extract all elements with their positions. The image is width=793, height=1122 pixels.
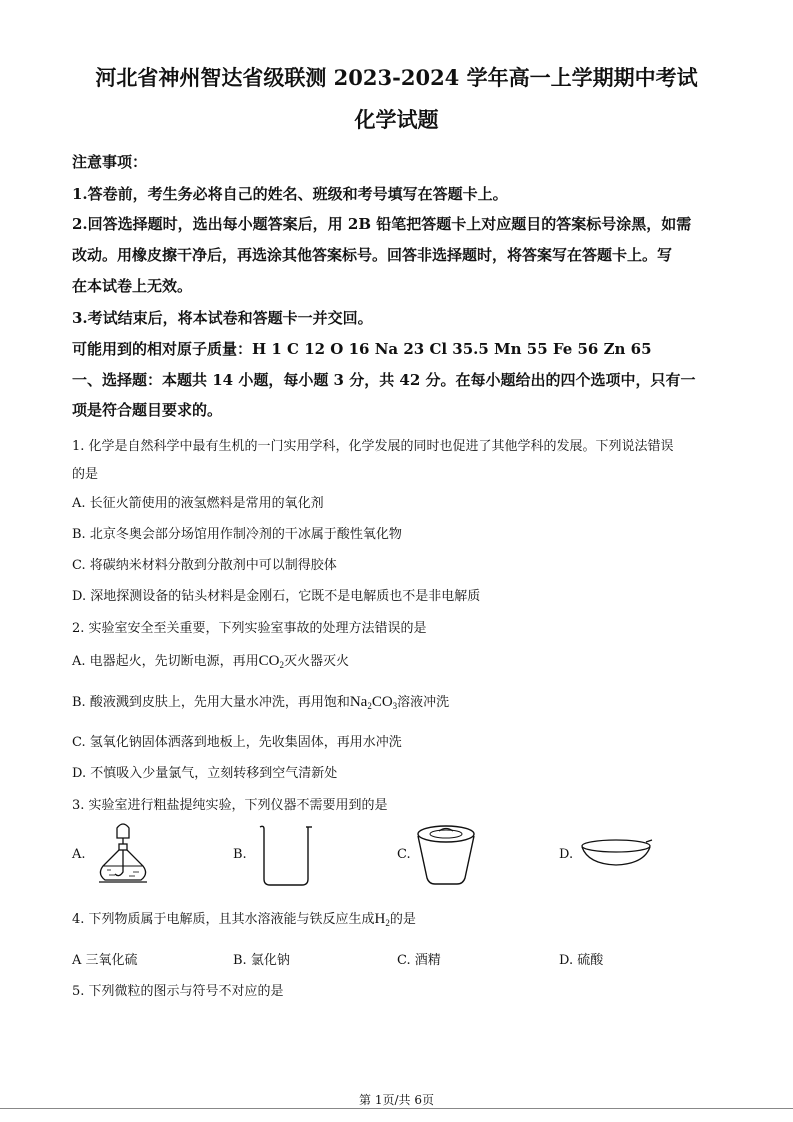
q4-option-d: D. 硫酸 bbox=[559, 953, 604, 968]
q3-label-b: B. bbox=[233, 847, 247, 862]
note-item-3: 3.考试结束后，将本试卷和答题卡一并交回。 bbox=[72, 309, 373, 327]
q5-stem: 5. 下列微粒的图示与符号不对应的是 bbox=[72, 984, 284, 999]
q3-label-a: A. bbox=[72, 847, 86, 862]
q1-option-d: D. 深地探测设备的钻头材料是金刚石，它既不是电解质也不是非电解质 bbox=[72, 589, 481, 604]
q1-option-b: B. 北京冬奥会部分场馆用作制冷剂的干冰属于酸性氧化物 bbox=[72, 527, 402, 542]
note-item-2-line-1: 2.回答选择题时，选出每小题答案后，用 2B 铅笔把答题卡上对应题目的答案标号涂黑，如需 bbox=[72, 215, 692, 233]
q3-label-c: C. bbox=[397, 847, 411, 862]
bottom-divider bbox=[0, 1108, 793, 1109]
q2-option-a-text: A. 电器起火，先切断电源，再用 bbox=[72, 654, 259, 669]
note-item-2-line-2: 改动。用橡皮擦干净后，再选涂其他答案标号。回答非选择题时，将答案写在答题卡上。写 bbox=[72, 246, 673, 264]
q2-option-b bbox=[72, 691, 449, 711]
h2-formula: $H_2$ bbox=[374, 911, 390, 928]
note-item-2-line-3: 在本试卷上无效。 bbox=[72, 277, 193, 295]
q3-stem: 3. 实验室进行粗盐提纯实验，下列仪器不需要用到的是 bbox=[72, 798, 388, 813]
q2-option-c: C. 氢氧化钠固体洒落到地板上，先收集固体，再用水冲洗 bbox=[72, 735, 402, 750]
q1-option-c: C. 将碳纳米材料分散到分散剂中可以制得胶体 bbox=[72, 558, 337, 573]
q4-stem-tail: 的是 bbox=[389, 912, 416, 927]
q4-option-c: C. 酒精 bbox=[397, 953, 441, 968]
q4-stem bbox=[72, 908, 416, 928]
q3-label-d: D. bbox=[559, 847, 574, 862]
note-item-1: 1.答卷前，考生务必将自己的姓名、班级和考号填写在答题卡上。 bbox=[72, 185, 508, 203]
q4-option-b: B. 氯化钠 bbox=[233, 953, 290, 968]
atomic-masses: 可能用到的相对原子质量：H 1 C 12 O 16 Na 23 Cl 35.5 Mn 55 Fe 56 Zn 65 bbox=[72, 340, 652, 358]
q4-option-a: A 三氧化硫 bbox=[72, 953, 138, 968]
section1-heading-line-2: 项是符合题目要求的。 bbox=[72, 401, 223, 419]
q2-option-b-tail: 溶液冲洗 bbox=[397, 695, 450, 710]
q2-option-a bbox=[72, 650, 349, 670]
evaporating-dish-icon bbox=[580, 838, 654, 872]
q1-stem-line-2: 的是 bbox=[72, 467, 99, 482]
alcohol-lamp-icon bbox=[93, 822, 153, 890]
exam-subtitle: 化学试题 bbox=[354, 107, 439, 132]
q2-option-a-tail: 灭火器灭火 bbox=[284, 654, 350, 669]
na2co3-formula: $Na_2CO_3$ bbox=[349, 694, 398, 711]
crucible-icon bbox=[415, 822, 477, 890]
exam-title: 河北省神州智达省级联测 2023-2024 学年高一上学期期中考试 bbox=[95, 65, 698, 90]
q2-option-d: D. 不慎吸入少量氯气，立刻转移到空气清新处 bbox=[72, 766, 338, 781]
co2-formula: $CO_2$ bbox=[258, 653, 284, 670]
q4-stem-text: 4. 下列物质属于电解质，且其水溶液能与铁反应生成 bbox=[72, 912, 375, 927]
q1-stem-line-1: 1. 化学是自然科学中最有生机的一门实用学科，化学发展的同时也促进了其他学科的发展。下列说法错误 bbox=[72, 439, 674, 454]
q2-stem: 2. 实验室安全至关重要，下列实验室事故的处理方法错误的是 bbox=[72, 621, 427, 636]
q1-option-a: A. 长征火箭使用的液氢燃料是常用的氧化剂 bbox=[72, 496, 324, 511]
notes-heading: 注意事项： bbox=[72, 153, 148, 171]
beaker-icon bbox=[258, 823, 314, 891]
page-footer: 第 1页/共 6页 bbox=[359, 1093, 434, 1107]
section1-heading-line-1: 一、选择题：本题共 14 小题，每小题 3 分，共 42 分。在每小题给出的四个选项中，只有一 bbox=[72, 371, 696, 389]
q2-option-b-text: B. 酸液溅到皮肤上，先用大量水冲洗，再用饱和 bbox=[72, 695, 350, 710]
